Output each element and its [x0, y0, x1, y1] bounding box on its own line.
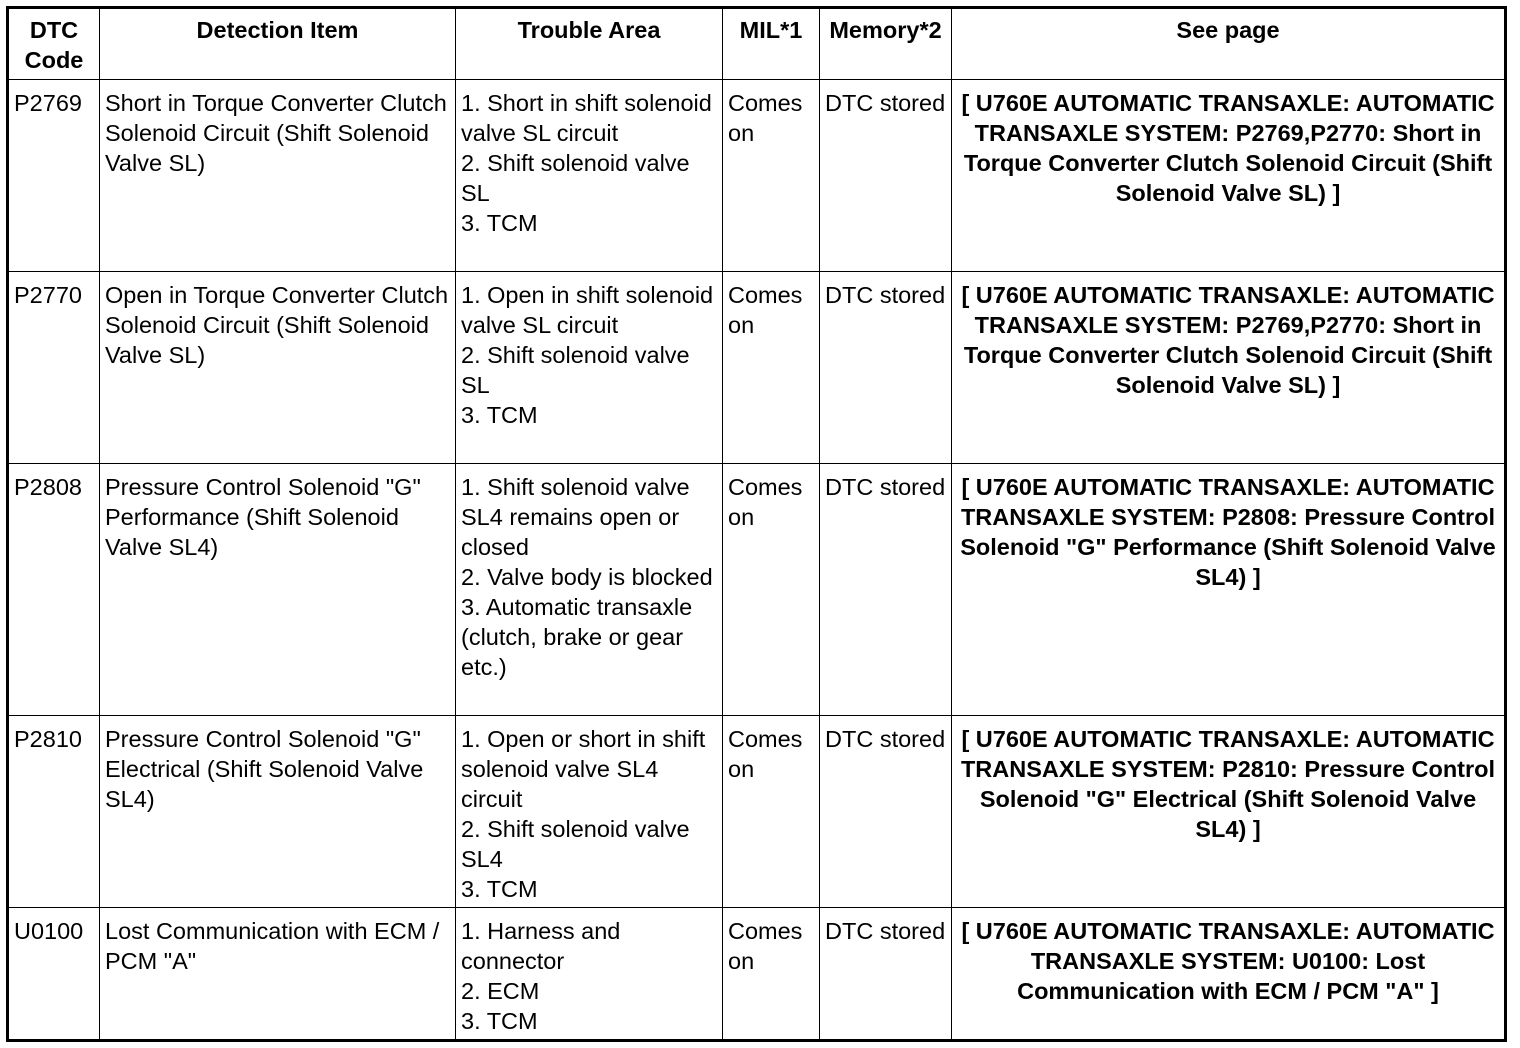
detection-item-cell: Pressure Control Solenoid "G" Electrical (Shift Solenoid Valve SL4) — [100, 716, 456, 908]
mil-cell: Comes on — [723, 464, 820, 716]
trouble-area-cell — [456, 908, 723, 1041]
detection-item-cell: Short in Torque Converter Clutch Solenoid Circuit (Shift Solenoid Valve SL) — [100, 80, 456, 272]
see-page-link[interactable]: [ U760E AUTOMATIC TRANSAXLE: AUTOMATIC TRANSAXLE SYSTEM: P2769,P2770: Short in Torque Converter Clutch Solenoid Circuit (Shift Solenoid Valve SL) ] — [952, 80, 1506, 272]
trouble-area-cell — [456, 80, 723, 272]
mil-cell: Comes on — [723, 272, 820, 464]
dtc-table-container — [6, 6, 1507, 1042]
table-row — [8, 716, 1506, 908]
trouble-area-item: 3. Automatic transaxle (clutch, brake or gear etc.) — [461, 594, 693, 680]
trouble-area-item: 3. TCM — [461, 1008, 538, 1034]
trouble-area-item: 1. Open or short in shift solenoid valve SL4 circuit — [461, 726, 706, 812]
header-dtc-code: DTC Code — [8, 8, 100, 80]
memory-cell: DTC stored — [820, 464, 952, 716]
header-detection-item: Detection Item — [100, 8, 456, 80]
header-trouble-area: Trouble Area — [456, 8, 723, 80]
trouble-area-item: 1. Short in shift solenoid valve SL circuit — [461, 90, 712, 146]
memory-cell: DTC stored — [820, 908, 952, 1041]
trouble-area-item: 2. ECM — [461, 978, 540, 1004]
see-page-link[interactable]: [ U760E AUTOMATIC TRANSAXLE: AUTOMATIC TRANSAXLE SYSTEM: U0100: Lost Communication with ECM / PCM "A" ] — [952, 908, 1506, 1041]
table-row — [8, 464, 1506, 716]
see-page-link[interactable]: [ U760E AUTOMATIC TRANSAXLE: AUTOMATIC TRANSAXLE SYSTEM: P2769,P2770: Short in Torque Converter Clutch Solenoid Circuit (Shift Solenoid Valve SL) ] — [952, 272, 1506, 464]
dtc-code-cell: P2810 — [8, 716, 100, 908]
trouble-area-cell — [456, 716, 723, 908]
dtc-table — [6, 6, 1507, 1042]
trouble-area-item: 1. Harness and connector — [461, 918, 621, 974]
trouble-area-item: 3. TCM — [461, 210, 538, 236]
header-mil: MIL*1 — [723, 8, 820, 80]
mil-cell: Comes on — [723, 908, 820, 1041]
dtc-code-cell: U0100 — [8, 908, 100, 1041]
trouble-area-cell — [456, 272, 723, 464]
trouble-area-item: 2. Shift solenoid valve SL — [461, 150, 690, 206]
header-see-page: See page — [952, 8, 1506, 80]
trouble-area-item: 2. Valve body is blocked — [461, 564, 713, 590]
memory-cell: DTC stored — [820, 80, 952, 272]
table-row — [8, 80, 1506, 272]
table-row — [8, 908, 1506, 1041]
dtc-code-cell: P2808 — [8, 464, 100, 716]
dtc-code-cell: P2770 — [8, 272, 100, 464]
trouble-area-item: 2. Shift solenoid valve SL4 — [461, 816, 690, 872]
trouble-area-item: 1. Shift solenoid valve SL4 remains open or closed — [461, 474, 690, 560]
detection-item-cell: Pressure Control Solenoid "G" Performance (Shift Solenoid Valve SL4) — [100, 464, 456, 716]
dtc-code-cell: P2769 — [8, 80, 100, 272]
header-memory: Memory*2 — [820, 8, 952, 80]
trouble-area-item: 1. Open in shift solenoid valve SL circuit — [461, 282, 714, 338]
mil-cell: Comes on — [723, 80, 820, 272]
mil-cell: Comes on — [723, 716, 820, 908]
trouble-area-item: 3. TCM — [461, 402, 538, 428]
see-page-link[interactable]: [ U760E AUTOMATIC TRANSAXLE: AUTOMATIC TRANSAXLE SYSTEM: P2808: Pressure Control Solenoid "G" Performance (Shift Solenoid Valve SL4) ] — [952, 464, 1506, 716]
table-row — [8, 272, 1506, 464]
detection-item-cell: Lost Communication with ECM / PCM "A" — [100, 908, 456, 1041]
trouble-area-item: 2. Shift solenoid valve SL — [461, 342, 690, 398]
memory-cell: DTC stored — [820, 272, 952, 464]
detection-item-cell: Open in Torque Converter Clutch Solenoid Circuit (Shift Solenoid Valve SL) — [100, 272, 456, 464]
header-row — [8, 8, 1506, 80]
trouble-area-item: 3. TCM — [461, 876, 538, 902]
trouble-area-cell — [456, 464, 723, 716]
see-page-link[interactable]: [ U760E AUTOMATIC TRANSAXLE: AUTOMATIC TRANSAXLE SYSTEM: P2810: Pressure Control Solenoid "G" Electrical (Shift Solenoid Valve SL4) ] — [952, 716, 1506, 908]
memory-cell: DTC stored — [820, 716, 952, 908]
